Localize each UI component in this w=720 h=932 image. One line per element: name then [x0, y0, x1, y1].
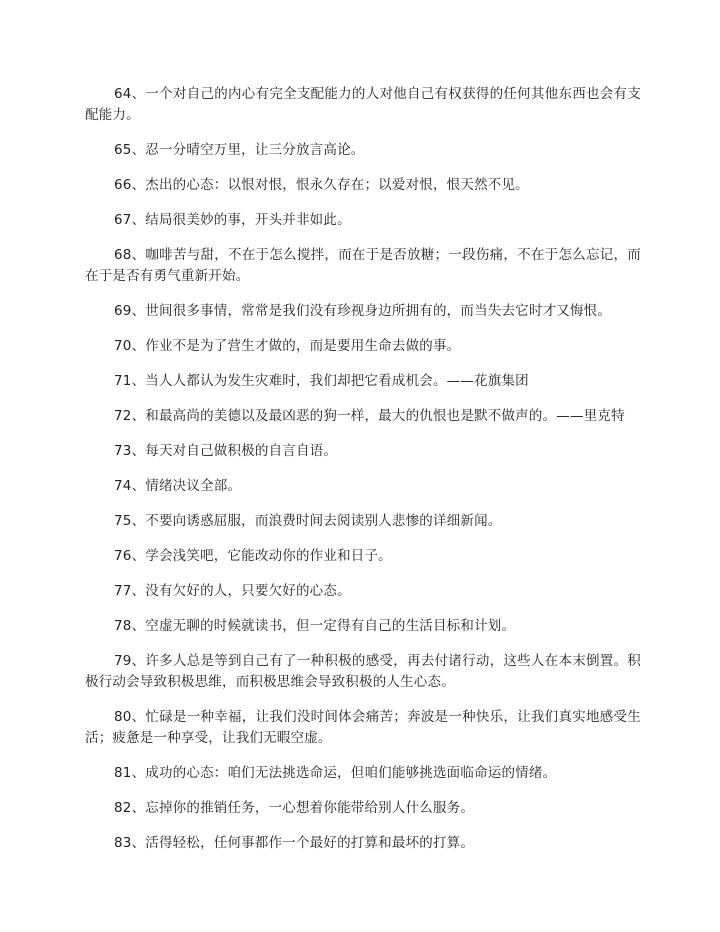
quote-item-83: 83、活得轻松，任何事都作一个最好的打算和最坏的打算。	[114, 835, 475, 851]
quote-item-67: 67、结局很美妙的事，开头并非如此。	[114, 212, 351, 228]
quote-item-79: 79、许多人总是等到自己有了一种积极的感受，再去付诸行动，这些人在本末倒置。积极行动会导致积极思维，而积极思维会导致积极的人生心态。	[85, 653, 641, 690]
quote-item-74: 74、情绪决议全部。	[114, 478, 242, 494]
quote-item-66: 66、杰出的心态：以恨对恨，恨永久存在；以爱对恨，恨天然不见。	[114, 177, 529, 193]
quote-item-71: 71、当人人都认为发生灾难时，我们却把它看成机会。——花旗集团	[114, 373, 529, 389]
quote-item-69: 69、世间很多事情，常常是我们没有珍视身边所拥有的，而当失去它时才又悔恨。	[114, 303, 612, 319]
quote-item-65: 65、忍一分晴空万里，让三分放言高论。	[114, 142, 365, 158]
quote-item-70: 70、作业不是为了营生才做的，而是要用生命去做的事。	[114, 338, 461, 354]
quote-item-80: 80、忙碌是一种幸福，让我们没时间体会痛苦；奔波是一种快乐，让我们真实地感受生活；疲惫是一种享受，让我们无暇空虚。	[85, 709, 641, 746]
quote-item-77: 77、没有欠好的人，只要欠好的心态。	[114, 583, 351, 599]
quote-item-81: 81、成功的心态：咱们无法挑选命运，但咱们能够挑选面临命运的情绪。	[114, 765, 557, 781]
quote-item-82: 82、忘掉你的推销任务，一心想着你能带给别人什么服务。	[114, 800, 475, 816]
quote-item-73: 73、每天对自己做积极的自言自语。	[114, 443, 338, 459]
quote-list	[85, 84, 641, 868]
quote-item-72: 72、和最高尚的美德以及最凶恶的狗一样，最大的仇恨也是默不做声的。——里克特	[114, 408, 625, 424]
quote-item-75: 75、不要向诱惑屈服，而浪费时间去阅读别人悲惨的详细新闻。	[114, 513, 502, 529]
quote-item-68: 68、咖啡苦与甜，不在于怎么搅拌，而在于是否放糖；一段伤痛，不在于怎么忘记，而在于是否有勇气重新开始。	[85, 247, 641, 284]
quote-item-64: 64、一个对自己的内心有完全支配能力的人对他自己有权获得的任何其他东西也会有支配能力。	[85, 86, 641, 123]
quote-item-78: 78、空虚无聊的时候就读书，但一定得有自己的生活目标和计划。	[114, 618, 516, 634]
quote-item-76: 76、学会浅笑吧，它能改动你的作业和日子。	[114, 548, 392, 564]
